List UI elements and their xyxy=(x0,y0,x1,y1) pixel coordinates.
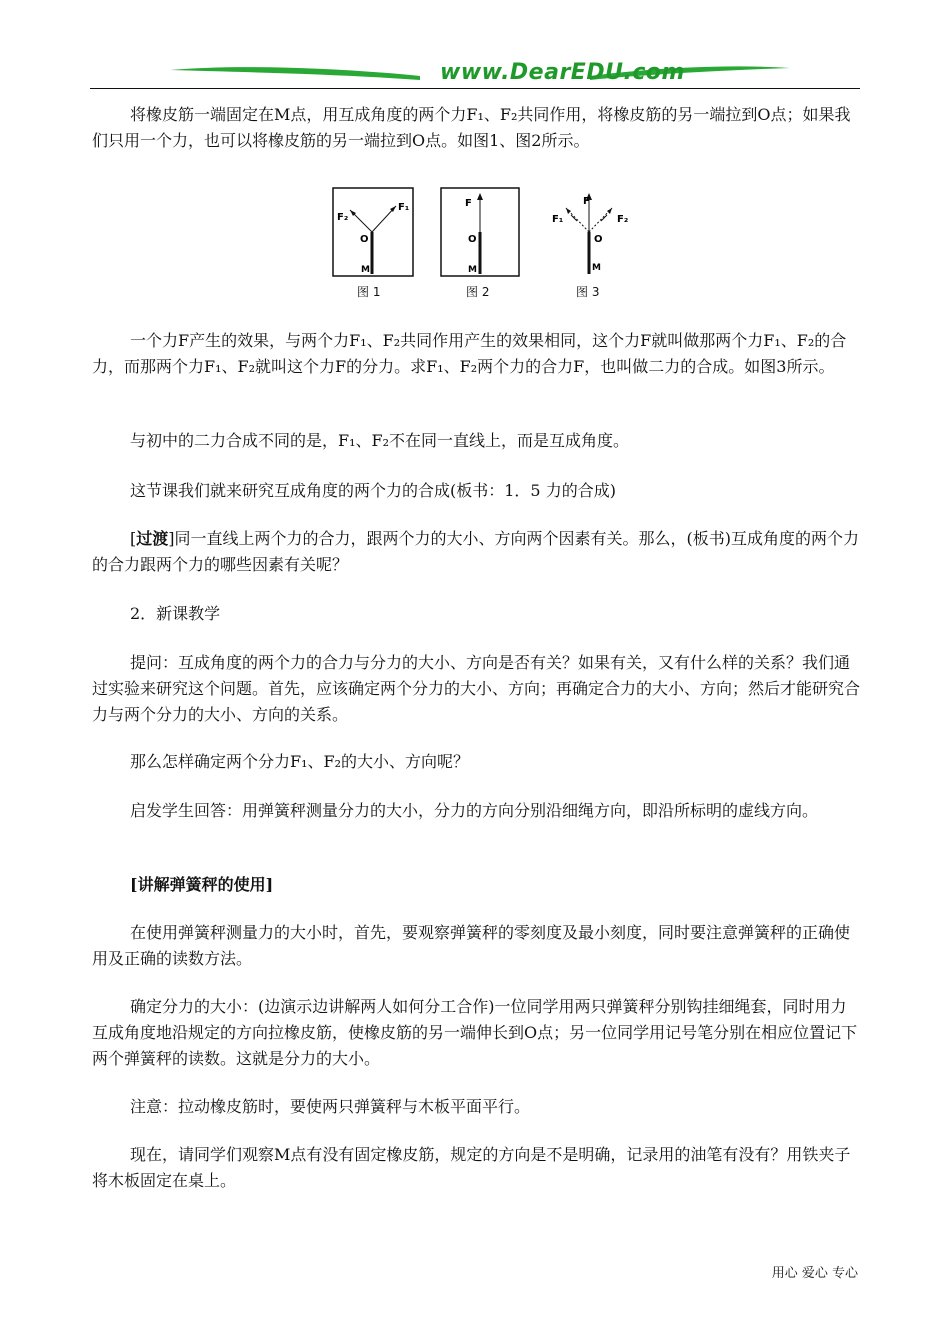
paragraph-5-text: ]同一直线上两个力的合力，跟两个力的大小、方向两个因素有关。那么，(板书)互成角度的两个力的合力跟两个力的哪些因素有关呢？ xyxy=(92,529,859,574)
figure-1-diagram xyxy=(333,188,413,276)
section-heading-new-lesson: 2．新课教学 xyxy=(130,604,221,623)
header-rule xyxy=(90,88,860,89)
bracket-open: [ xyxy=(130,529,137,548)
figure-3-caption: 图 3 xyxy=(576,285,600,299)
fig3-label-m: M xyxy=(592,263,601,273)
figure-2-caption: 图 2 xyxy=(466,285,490,299)
figure-group xyxy=(330,186,630,302)
paragraph-13: 注意：拉动橡皮筋时，要使两只弹簧秤与木板平面平行。 xyxy=(130,1097,531,1116)
paragraph-3: 与初中的二力合成不同的是，F₁、F₂不在同一直线上，而是互成角度。 xyxy=(130,431,630,450)
paragraph-7: 提问：互成角度的两个力的合力与分力的大小、方向是否有关？如果有关，又有什么样的关系？我们通过实验来研究这个问题。首先，应该确定两个分力的大小、方向；再确定合力的大小、方向；然后才能研究合力与两个分力的大小、方向的关系。 xyxy=(92,653,861,724)
paragraph-8: 那么怎样确定两个分力F₁、F₂的大小、方向呢？ xyxy=(130,752,470,771)
paragraph-1: 将橡皮筋一端固定在M点，用互成角度的两个力F₁、F₂共同作用，将橡皮筋的另一端拉到O点；如果我们只用一个力，也可以将橡皮筋的另一端拉到O点。如图1、图2所示。 xyxy=(92,105,851,150)
site-logo[interactable]: www.DearEDU.com xyxy=(440,60,685,85)
paragraph-2: 一个力F产生的效果，与两个力F₁、F₂共同作用产生的效果相同，这个力F就叫做那两个力F₁、F₂的合力，而那两个力F₁、F₂就叫这个力F的分力。求F₁、F₂两个力的合力F，也叫做二力的合成。如图3所示。 xyxy=(92,331,847,376)
paragraph-12: 确定分力的大小：(边演示边讲解两人如何分工合作)一位同学用两只弹簧秤分别钩挂细绳套，同时用力互成角度地沿规定的方向拉橡皮筋，使橡皮筋的另一端伸长到O点；另一位同学用记号笔分别在相应位置记下两个弹簧秤的读数。这就是分力的大小。 xyxy=(92,997,858,1068)
fig3-label-f: F xyxy=(583,196,590,207)
fig1-label-f1: F₁ xyxy=(398,202,410,213)
figure-1-caption: 图 1 xyxy=(357,285,381,299)
fig2-label-o: O xyxy=(468,234,477,245)
page-footer: 用心 爱心 专心 xyxy=(771,1266,858,1281)
fig1-label-f2: F₂ xyxy=(337,212,349,223)
paragraph-5 xyxy=(92,526,860,578)
paragraph-11: 在使用弹簧秤测量力的大小时，首先，要观察弹簧秤的零刻度及最小刻度，同时要注意弹簧秤的正确使用及正确的读数方法。 xyxy=(92,923,851,968)
section-heading-spring-scale: [讲解弹簧秤的使用] xyxy=(130,875,274,894)
paragraph-9: 启发学生回答：用弹簧秤测量分力的大小，分力的方向分别沿细绳方向，即沿所标明的虚线方向。 xyxy=(130,801,819,820)
transition-tag: 过渡 xyxy=(136,529,169,548)
figure-2-diagram xyxy=(441,188,519,276)
figure-3-diagram xyxy=(552,193,628,274)
paragraph-14: 现在，请同学们观察M点有没有固定橡皮筋，规定的方向是不是明确，记录用的油笔有没有？用铁夹子将木板固定在桌上。 xyxy=(92,1145,851,1190)
fig3-label-o: O xyxy=(594,234,603,245)
fig3-label-f2: F₂ xyxy=(617,214,629,225)
fig1-label-m: M xyxy=(361,265,370,275)
fig3-label-f1: F₁ xyxy=(552,214,564,225)
fig2-label-m: M xyxy=(468,265,477,275)
site-header xyxy=(90,58,860,92)
paragraph-4: 这节课我们就来研究互成角度的两个力的合成(板书：1．5 力的合成) xyxy=(130,481,616,500)
fig1-label-o: O xyxy=(360,234,369,245)
fig2-label-f: F xyxy=(465,198,472,209)
